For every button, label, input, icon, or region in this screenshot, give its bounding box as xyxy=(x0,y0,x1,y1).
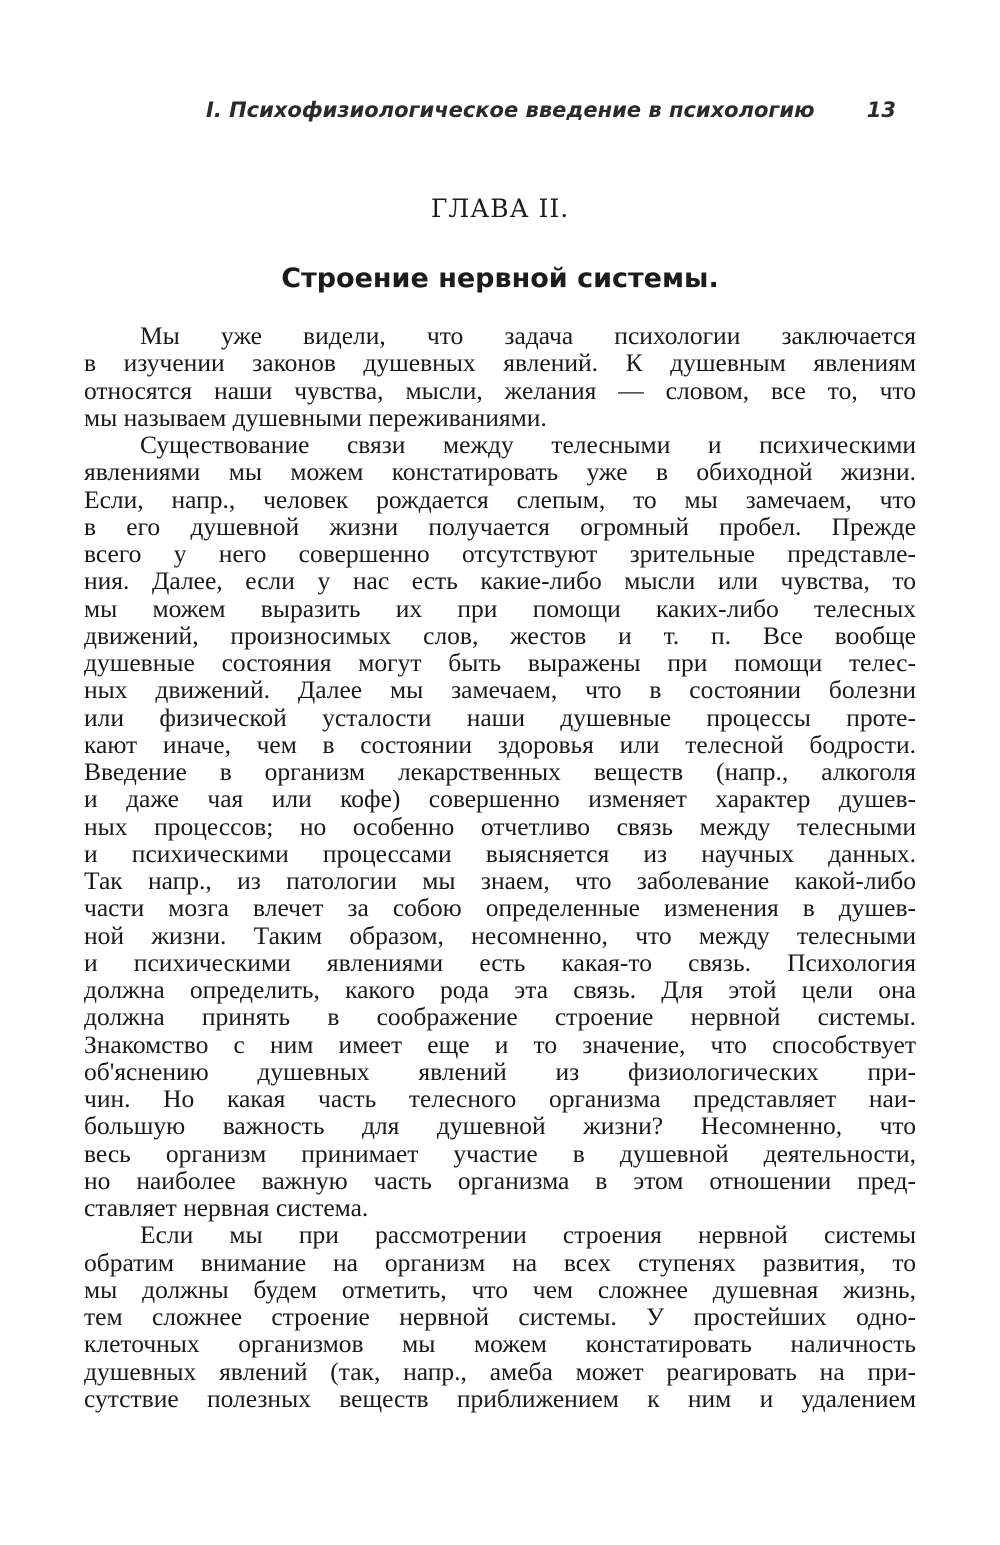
running-head-title: I. Психофизиологическое введение в психологию xyxy=(206,98,815,122)
text-line: части мозга влечет за собою определенные изменения в душев- xyxy=(84,893,916,923)
text-line: Так напр., из патологии мы знаем, что заболевание какой-либо xyxy=(84,866,916,895)
text-line: в его душевной жизни получается огромный пробел. Прежде xyxy=(84,511,916,541)
text-line: душевных явлений (так, напр., амеба может реагировать на при- xyxy=(84,1356,916,1386)
text-line: душевные состояния могут быть выражены при помощи телес- xyxy=(84,648,916,677)
text-line: Если, напр., человек рождается слепым, то мы замечаем, что xyxy=(84,484,916,514)
text-line: чин. Но какая часть телесного организма представляет наи- xyxy=(84,1084,916,1113)
text-line: тем сложнее строение нервной системы. У простейших одно- xyxy=(84,1302,916,1331)
body-text xyxy=(84,322,916,1412)
text-line: большую важность для душевной жизни? Несомненно, что xyxy=(84,1111,916,1141)
text-line: но наиболее важную часть организма в этом отношении пред- xyxy=(84,1165,916,1195)
text-line: ных процессов; но особенно отчетливо связь между телесными xyxy=(84,811,916,841)
text-line: должна принять в соображение строение нервной системы. xyxy=(84,1002,916,1032)
text-line: мы называем душевными переживаниями. xyxy=(84,402,547,432)
text-line: движений, произносимых слов, жестов и т. п. Все вообще xyxy=(84,620,916,650)
text-line: и даже чая или кофе) совершенно изменяет характер душев- xyxy=(84,784,916,814)
text-line: мы должны будем отметить, что чем сложнее душевная жизнь, xyxy=(84,1274,916,1304)
text-line: должна определить, какого рода эта связь. Для этой цели она xyxy=(84,975,916,1004)
page-number: 13 xyxy=(866,98,896,122)
text-line: Существование связи между телесными и психическими xyxy=(140,430,916,459)
text-line: сутствие полезных веществ приближением к ним и удалением xyxy=(84,1383,916,1413)
text-line: явлениями мы можем констатировать уже в обиходной жизни. xyxy=(84,457,916,487)
text-line: мы можем выразить их при помощи каких-либо телесных xyxy=(84,593,916,623)
text-line: Мы уже видели, что задача психологии заключается xyxy=(140,321,916,350)
text-line: в изучении законов душевных явлений. К душевным явлениям xyxy=(84,348,916,378)
chapter-label: ГЛАВА II. xyxy=(430,194,570,223)
text-line: и психическими явлениями есть какая-то связь. Психология xyxy=(84,947,916,977)
text-line: ния. Далее, если у нас есть какие-либо мысли или чувства, то xyxy=(84,566,916,596)
text-line: весь организм принимает участие в душевной деятельности, xyxy=(84,1138,916,1168)
text-line: или физической усталости наши душевные процессы проте- xyxy=(84,702,916,732)
chapter-title: Строение нервной системы. xyxy=(281,263,719,294)
text-line: клеточных организмов мы можем констатировать наличность xyxy=(84,1329,916,1359)
text-line: относятся наши чувства, мысли, желания — словом, все то, что xyxy=(84,375,916,405)
running-head xyxy=(206,98,896,138)
text-line: Введение в организм лекарственных веществ (напр., алкоголя xyxy=(84,757,916,786)
text-line: и психическими процессами выясняется из научных данных. xyxy=(84,838,916,868)
text-line: об'яснению душевных явлений из физиологических при- xyxy=(84,1056,916,1086)
text-line: обратим внимание на организм на всех ступенях развития, то xyxy=(84,1247,916,1277)
text-line: ных движений. Далее мы замечаем, что в состоянии болезни xyxy=(84,675,916,705)
text-line: кают иначе, чем в состоянии здоровья или телесной бодрости. xyxy=(84,729,916,759)
text-line: ставляет нервная система. xyxy=(84,1193,369,1222)
text-line: Знакомство с ним имеет еще и то значение, что способствует xyxy=(84,1029,916,1059)
text-line: всего у него совершенно отсутствуют зрительные представле- xyxy=(84,539,916,568)
text-line: Если мы при рассмотрении строения нервной системы xyxy=(140,1220,916,1250)
text-line: ной жизни. Таким образом, несомненно, что между телесными xyxy=(84,920,916,950)
